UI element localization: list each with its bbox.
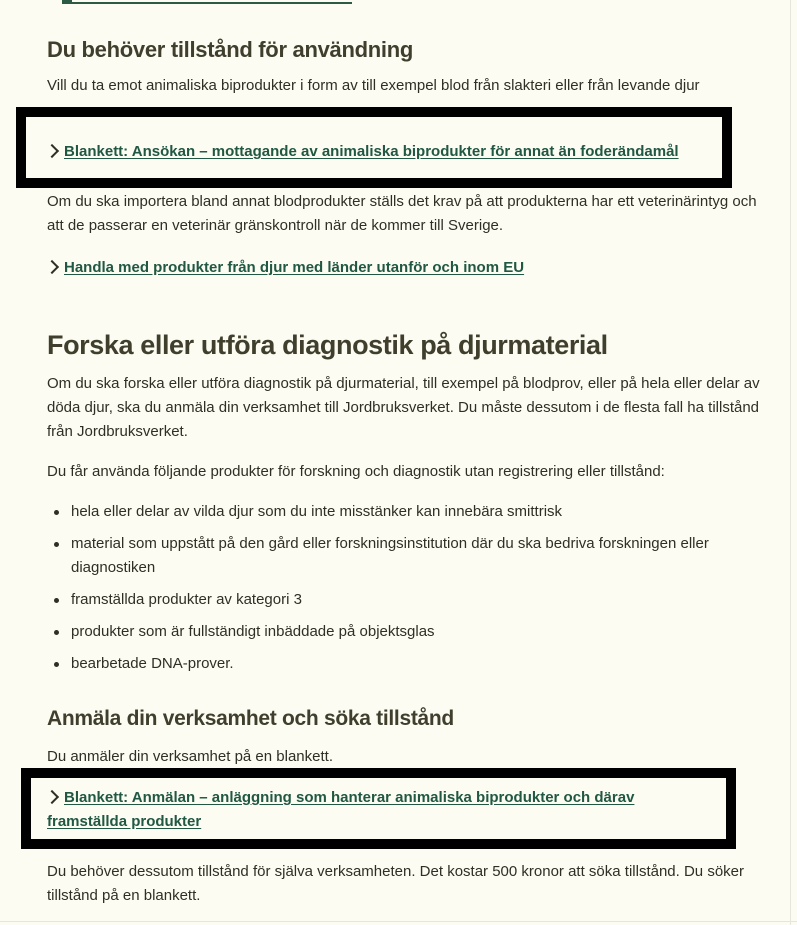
list-item-text: material som uppstått på den gård eller forskningsinstitution där du ska bedriva forskningen eller diagnostiken xyxy=(71,535,709,576)
register-form-link[interactable] xyxy=(47,786,717,834)
permit-form-link[interactable] xyxy=(47,140,679,164)
bullet-icon xyxy=(54,542,59,547)
list-item-text: bearbetade DNA-prover. xyxy=(71,655,234,672)
trade-link-text[interactable]: Handla med produkter från djur med länder utanför och inom EU xyxy=(64,259,525,276)
bullet-icon xyxy=(54,662,59,667)
page-edge xyxy=(0,921,797,922)
permit-form-link-text[interactable]: Blankett: Ansökan – mottagande av animaliska biprodukter för annat än foderändamål xyxy=(64,143,679,160)
list-item xyxy=(47,588,763,612)
trade-link[interactable] xyxy=(47,256,524,280)
bullet-icon xyxy=(54,510,59,515)
section-heading-register: Anmäla din verksamhet och söka tillstånd xyxy=(47,707,454,730)
list-item xyxy=(47,500,763,524)
chevron-right-icon xyxy=(45,259,59,273)
register-intro-text: Du anmäler din verksamhet på en blankett. xyxy=(47,748,333,765)
bullet-icon xyxy=(54,598,59,603)
chevron-right-icon xyxy=(45,143,59,157)
page-edge xyxy=(790,0,791,925)
register-footer-text: Du behöver dessutom tillstånd för själva verksamheten. Det kostar 500 kronor att söka tillstånd. Du söker tillstånd på en blankett. xyxy=(47,863,744,904)
list-item xyxy=(47,652,763,676)
section-heading-permit: Du behöver tillstånd för användning xyxy=(47,37,413,62)
research-list-intro: Du får använda följande produkter för forskning och diagnostik utan registrering eller tillstånd: xyxy=(47,463,665,480)
bullet-icon xyxy=(54,630,59,635)
previous-link-underline[interactable] xyxy=(62,0,352,4)
import-requirements-text: Om du ska importera bland annat blodprodukter ställs det krav på att produkterna har ett veterinärintyg och att de passerar en veterinär gränskontroll när de kommer till Sverige. xyxy=(47,193,757,234)
list-item-text: framställda produkter av kategori 3 xyxy=(71,591,302,608)
page-title-research: Forska eller utföra diagnostik på djurmaterial xyxy=(47,330,608,360)
research-intro-text: Om du ska forska eller utföra diagnostik på djurmaterial, till exempel på blodprov, eller på hela eller delar av döda djur, ska du anmäla din verksamhet till Jordbruksverket. Du måste dessutom i de flesta fall ha tillstånd från Jordbruksverket. xyxy=(47,375,760,440)
list-item-text: produkter som är fullständigt inbäddade på objektsglas xyxy=(71,623,435,640)
list-item-text: hela eller delar av vilda djur som du inte misstänker kan innebära smittrisk xyxy=(71,503,563,520)
list-item xyxy=(47,532,763,580)
register-form-link-text[interactable]: Blankett: Anmälan – anläggning som hanterar animaliska biprodukter och därav framställda produkter xyxy=(47,789,635,830)
chevron-right-icon xyxy=(45,789,59,803)
exempt-products-list xyxy=(47,500,763,684)
permit-intro-text: Vill du ta emot animaliska biprodukter i form av till exempel blod från slakteri eller från levande djur xyxy=(47,77,700,94)
list-item xyxy=(47,620,763,644)
